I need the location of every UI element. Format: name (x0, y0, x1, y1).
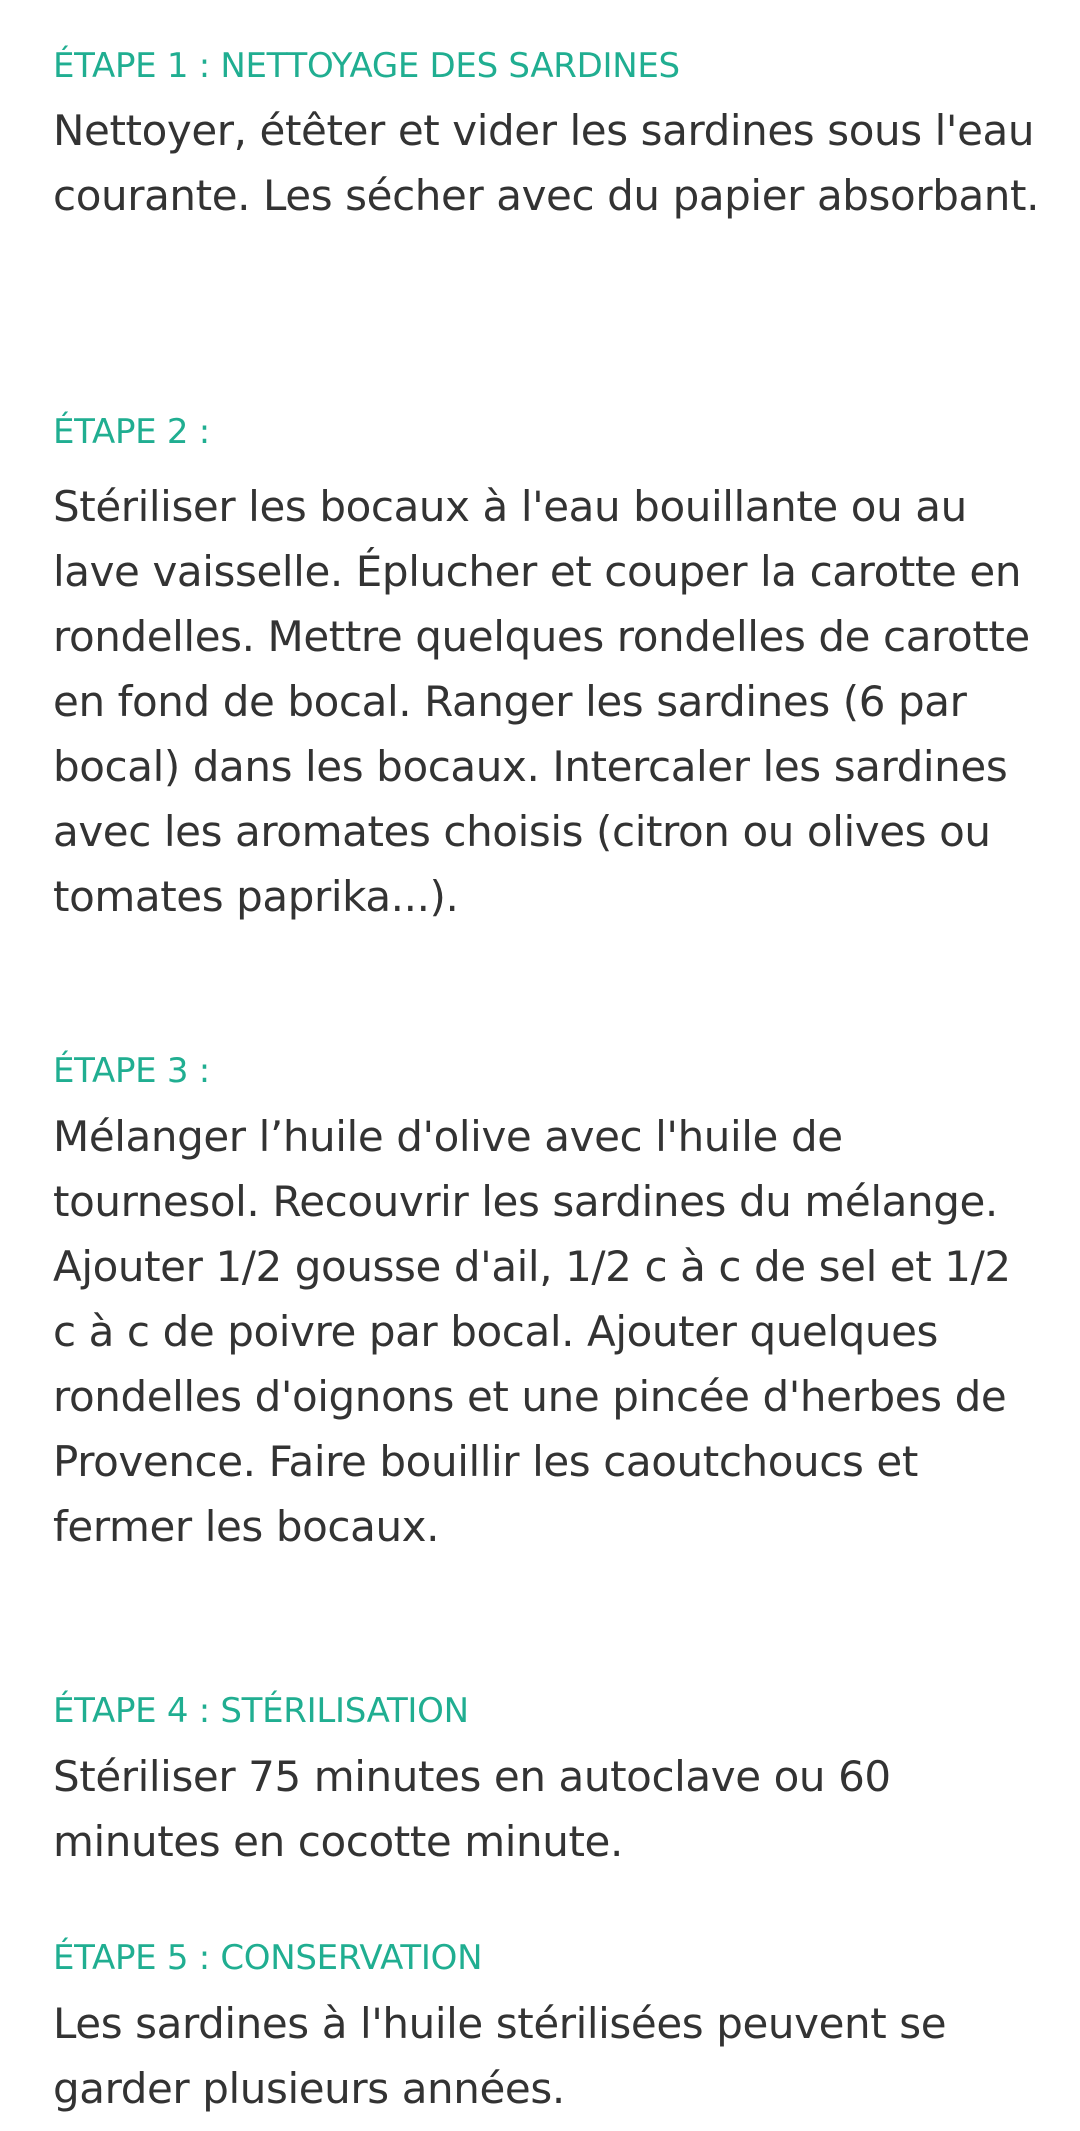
step-3 (53, 1051, 1043, 1559)
step-2-title: ÉTAPE 2 : (53, 412, 210, 452)
step-2 (53, 412, 1043, 929)
step-5-title: ÉTAPE 5 : CONSERVATION (53, 1938, 483, 1978)
step-1 (53, 46, 1043, 228)
step-3-text: Mélanger l’huile d'olive avec l'huile de tournesol. Recouvrir les sardines du mélange. Ajouter 1/2 gousse d'ail, 1/2 c à c de sel et 1/2 c à c de poivre par bocal. Ajouter quelques rondelles d'oignons et une pincée d'herbes de Provence. Faire bouillir les caoutchoucs et fermer les bocaux. (53, 1112, 1011, 1551)
step-1-title: ÉTAPE 1 : NETTOYAGE DES SARDINES (53, 46, 680, 86)
step-5 (53, 1938, 1043, 2121)
step-3-title: ÉTAPE 3 : (53, 1051, 210, 1091)
step-2-text: Stériliser les bocaux à l'eau bouillante ou au lave vaisselle. Éplucher et couper la carotte en rondelles. Mettre quelques rondelles de carotte en fond de bocal. Ranger les sardines (6 par bocal) dans les bocaux. Intercaler les sardines avec les aromates choisis (citron ou olives ou tomates paprika...). (53, 482, 1030, 921)
step-1-text: Nettoyer, étêter et vider les sardines sous l'eau courante. Les sécher avec du papier absorbant. (53, 106, 1040, 220)
step-4-title: ÉTAPE 4 : STÉRILISATION (53, 1691, 469, 1731)
step-4-text: Stériliser 75 minutes en autoclave ou 60 minutes en cocotte minute. (53, 1752, 891, 1866)
step-5-text: Les sardines à l'huile stérilisées peuvent se garder plusieurs années. (53, 1999, 947, 2113)
step-4 (53, 1691, 1043, 1874)
